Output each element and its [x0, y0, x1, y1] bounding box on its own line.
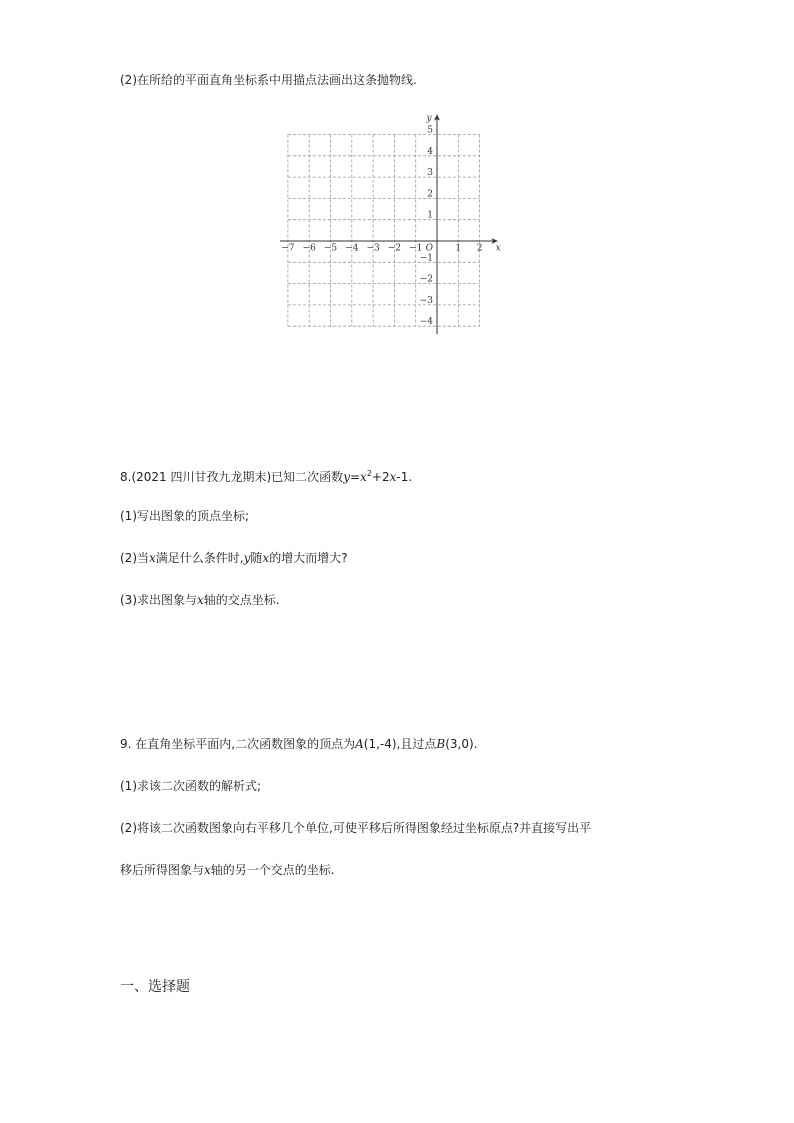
q8-part3-b: 轴的交点坐标.: [203, 593, 280, 607]
q8-part2-d: 的增大而增大?: [269, 551, 348, 565]
y-tick-label: 5: [427, 125, 433, 136]
q9-part1: (1)求该二次函数的解析式;: [120, 779, 262, 793]
axes: [280, 115, 498, 335]
q9-stem-a: 9. 在直角坐标平面内,二次函数图象的顶点为: [120, 737, 356, 751]
q8-stem-prefix: 已知二次函数: [271, 470, 344, 484]
q9-stem-c: (3,0).: [445, 737, 478, 751]
q8-func-tail: -1.: [396, 470, 413, 484]
q9-part2-line1: (2)将该二次函数图象向右平移几个单位,可使平移后所得图象经过坐标原点?并直接写出平: [120, 821, 592, 835]
q8-part2-c: 随: [250, 551, 263, 565]
q8-part3-a: (3)求出图象与: [120, 593, 197, 607]
q8-func-eq: =: [349, 470, 361, 484]
x-tick-label: −4: [345, 243, 359, 254]
q8-func-y: y: [343, 470, 350, 484]
y-tick-label: 4: [427, 146, 433, 157]
q8-part2-a: (2)当: [120, 551, 149, 565]
x-tick-label: −1: [409, 243, 423, 254]
y-tick-label: −3: [419, 295, 433, 306]
q8-func-x1: x: [360, 470, 367, 484]
x-tick-label: 1: [455, 243, 462, 254]
y-tick-label: −4: [419, 317, 433, 328]
x-tick-label: −5: [323, 243, 338, 254]
x-tick-label: 2: [476, 243, 483, 254]
q8-func-exp: 2: [366, 469, 372, 478]
y-tick-label: −2: [419, 274, 433, 285]
x-tick-label: −6: [302, 243, 316, 254]
q8-func-x2: x: [389, 470, 397, 484]
q8-part2-b: 满足什么条件时,: [155, 551, 244, 565]
x-tick-label: −2: [387, 243, 402, 254]
q8-part3-x: x: [197, 593, 204, 607]
y-tick-label: 3: [427, 168, 433, 179]
grid-lines: [288, 135, 480, 327]
q9-part2-line2-b: 轴的另一个交点的坐标.: [210, 863, 335, 877]
q9-stem: [120, 736, 477, 752]
x-tick-label: −7: [281, 243, 295, 254]
q8-stem: [120, 466, 412, 485]
section-title: 一、选择题: [120, 979, 190, 995]
q8-number: 8.: [120, 470, 132, 484]
q8-source: (2021 四川甘孜九龙期末): [131, 470, 272, 484]
x-axis-label: x: [495, 243, 501, 254]
q9-part2-line2-a: 移后所得图象与: [120, 863, 205, 877]
y-tick-label: 1: [427, 210, 433, 221]
q8-part2-x: x: [149, 551, 156, 565]
q9-point-b: B: [436, 737, 446, 751]
q8-func-mid: +2: [371, 470, 390, 484]
x-tick-label: −3: [366, 243, 380, 254]
q8-part2: [120, 550, 348, 566]
q8-part2-y: y: [243, 551, 251, 565]
coordinate-grid: [280, 98, 510, 348]
y-axis-label: y: [426, 113, 432, 124]
q9-point-a: A: [355, 737, 364, 751]
q9-stem-b: (1,-4),且过点: [363, 737, 437, 751]
q8-part1: (1)写出图象的顶点坐标;: [120, 509, 250, 523]
tick-labels: [281, 114, 500, 328]
q9-part2-line2-x: x: [204, 863, 211, 877]
y-tick-label: −1: [419, 253, 433, 264]
y-tick-label: 2: [427, 189, 433, 200]
q7-part2: (2)在所给的平面直角坐标系中用描点法画出这条抛物线.: [120, 73, 417, 87]
origin-label: O: [425, 243, 433, 254]
q9-part2-line2: [120, 862, 335, 878]
q8-part3: [120, 592, 280, 608]
q8-part2-x2: x: [262, 551, 270, 565]
